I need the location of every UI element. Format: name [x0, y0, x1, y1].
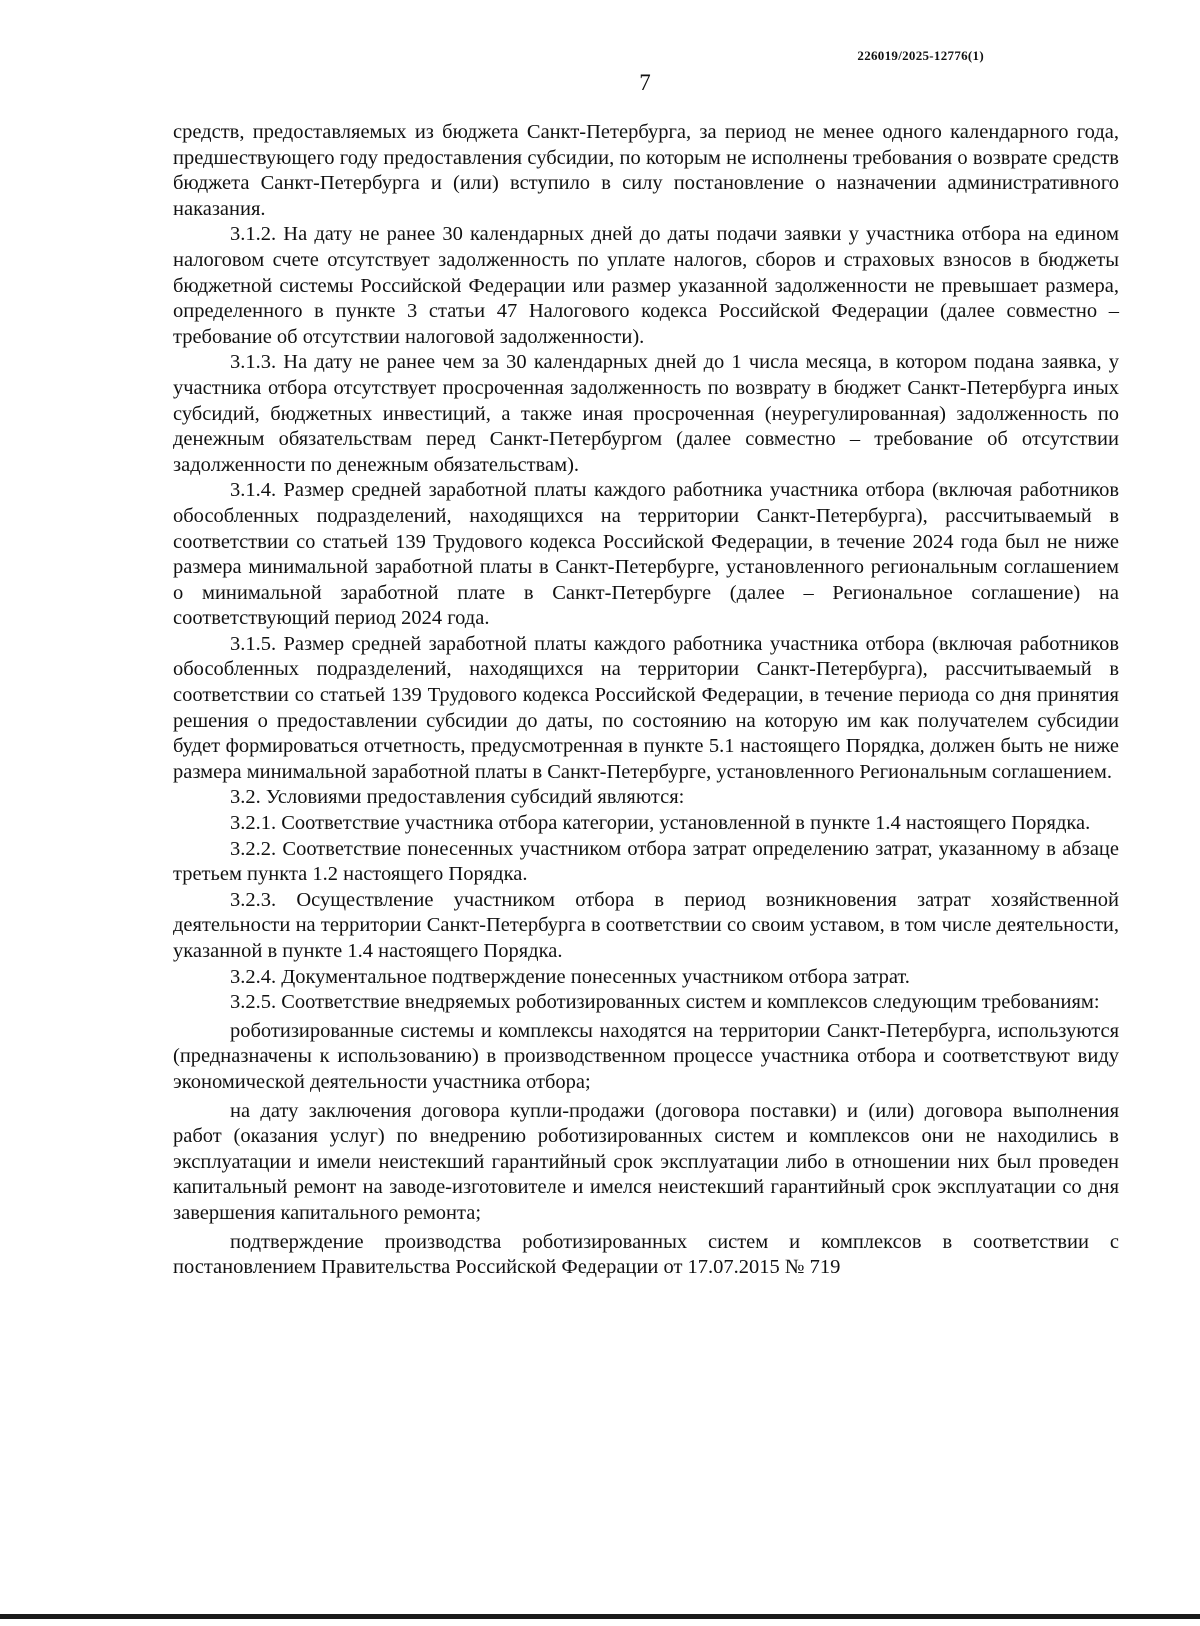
paragraph-3-1-4: 3.1.4. Размер средней заработной платы каждого работника участника отбора (включая работников обособленных подразделений, находящихся на территории Санкт-Петербурга), рассчитываемый в соответствии со статьей 139 Трудового кодекса Российской Федерации, в течение 2024 года был не ниже размера минимальной заработной платы в Санкт-Петербурге, установленного региональным соглашением о минимальной заработной плате в Санкт-Петербурге (далее – Региональное соглашение) на соответствующий период 2024 года. — [173, 479, 1119, 630]
document-body — [173, 120, 1119, 1281]
paragraph-3-1-2: 3.1.2. На дату не ранее 30 календарных дней до даты подачи заявки у участника отбора на едином налоговом счете отсутствует задолженность по уплате налогов, сборов и страховых взносов в бюджеты бюджетной системы Российской Федерации или размер указанной задолженности не превышает размера, определенного в пункте 3 статьи 47 Налогового кодекса Российской Федерации (далее совместно – требование об отсутствии налоговой задолженности). — [173, 223, 1119, 348]
paragraph-3-2-1: 3.2.1. Соответствие участника отбора категории, установленной в пункте 1.4 настоящего Порядка. — [230, 812, 1091, 835]
paragraph-3-2-2: 3.2.2. Соответствие понесенных участником отбора затрат определению затрат, указанному в абзаце третьем пункта 1.2 настоящего Порядка. — [173, 837, 1119, 886]
requirement-item-location: роботизированные системы и комплексы находятся на территории Санкт-Петербурга, используются (предназначены к использованию) в производственном процессе участника отбора и соответствуют виду экономической деятельности участника отбора; — [173, 1019, 1119, 1093]
paragraph-3-1-5: 3.1.5. Размер средней заработной платы каждого работника участника отбора (включая работников обособленных подразделений, находящихся на территории Санкт-Петербурга), рассчитываемый в соответствии со статьей 139 Трудового кодекса Российской Федерации, в течение периода со дня принятия решения о предоставлении субсидии до даты, по состоянию на которую им как получателем субсидии будет формироваться отчетность, предусмотренная в пункте 5.1 настоящего Порядка, должен быть не ниже размера минимальной заработной платы в Санкт-Петербурге, установленного Региональным соглашением. — [173, 632, 1119, 783]
requirement-item-production: подтверждение производства роботизированных систем и комплексов в соответствии с постановлением Правительства Российской Федерации от 17.07.2015 № 719 — [173, 1230, 1119, 1279]
document-number: 226019/2025-12776(1) — [857, 48, 984, 63]
requirement-item-warranty: на дату заключения договора купли-продажи (договора поставки) и (или) договора выполнения работ (оказания услуг) по внедрению роботизированных систем и комплексов они не находились в эксплуатации и имели неистекший гарантийный срок эксплуатации либо в отношении них был проведен капитальный ремонт на заводе-изготовителе и имелся неистекший гарантийный срок эксплуатации со дня завершения капитального ремонта; — [173, 1099, 1119, 1224]
paragraph-continuation: средств, предоставляемых из бюджета Санкт-Петербурга, за период не менее одного календарного года, предшествующего году предоставления субсидии, по которым не исполнены требования о возврате средств бюджета Санкт-Петербурга и (или) вступило в силу постановление о назначении административного наказания. — [173, 121, 1119, 220]
paragraph-3-2-4: 3.2.4. Документальное подтверждение понесенных участником отбора затрат. — [230, 965, 910, 988]
page-number: 7 — [639, 70, 651, 95]
paragraph-3-2-5: 3.2.5. Соответствие внедряемых роботизированных систем и комплексов следующим требованиям: — [230, 991, 1100, 1014]
scan-bottom-edge — [0, 1614, 1200, 1619]
paragraph-3-2: 3.2. Условиями предоставления субсидий являются: — [230, 786, 685, 809]
paragraph-3-2-3: 3.2.3. Осуществление участником отбора в период возникновения затрат хозяйственной деятельности на территории Санкт-Петербурга в соответствии со своим уставом, в том числе деятельности, указанной в пункте 1.4 настоящего Порядка. — [173, 888, 1119, 962]
paragraph-3-1-3: 3.1.3. На дату не ранее чем за 30 календарных дней до 1 числа месяца, в котором подана заявка, у участника отбора отсутствует просроченная задолженность по возврату в бюджет Санкт-Петербурга иных субсидий, бюджетных инвестиций, а также иная просроченная (неурегулированная) задолженность по денежным обязательствам перед Санкт-Петербургом (далее совместно – требование об отсутствии задолженности по денежным обязательствам). — [173, 351, 1119, 476]
